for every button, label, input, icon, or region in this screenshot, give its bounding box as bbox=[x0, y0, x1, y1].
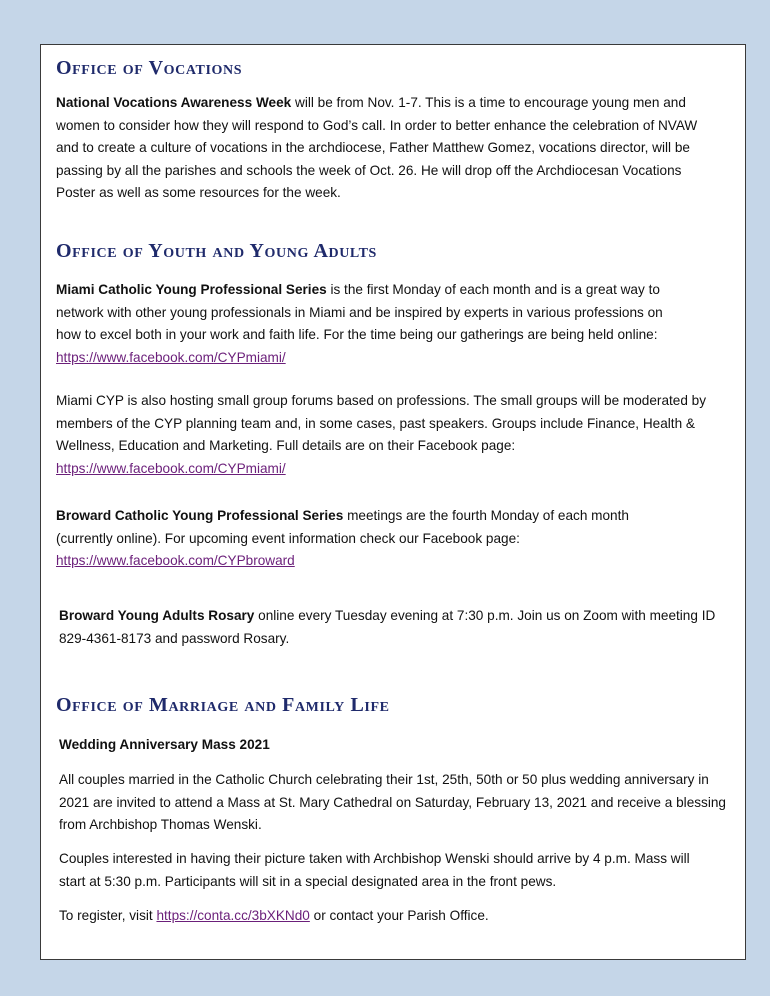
broward-series-text: meetings are the fourth Monday of each month (currently online). For upcoming event information check our Facebook page: bbox=[56, 508, 629, 546]
miami-series-paragraph bbox=[56, 279, 684, 369]
miami-facebook-link[interactable]: https://www.facebook.com/CYPmiami/ bbox=[56, 349, 286, 365]
rosary-paragraph bbox=[59, 605, 719, 650]
broward-series-paragraph bbox=[56, 505, 636, 573]
rosary-text: online every Tuesday evening at 7:30 p.m. Join us on Zoom with meeting ID 829-4361-8173 and password Rosary. bbox=[59, 608, 716, 646]
anniversary-paragraph: All couples married in the Catholic Church celebrating their 1st, 25th, 50th or 50 plus wedding anniversary in 2021 are invited to attend a Mass at St. Mary Cathedral on Saturday, February 13, 2021 and receive a blessing from Archbishop Thomas Wenski. bbox=[59, 772, 726, 832]
register-paragraph bbox=[59, 905, 719, 928]
rosary-title: Broward Young Adults Rosary bbox=[59, 608, 255, 623]
miami-series-title: Miami Catholic Young Professional Series bbox=[56, 282, 327, 297]
nvaw-text: will be from Nov. 1-7. This is a time to encourage young men and women to consider how they will respond to God’s call. In order to better enhance the celebration of NVAW and to create a culture of vocations in the archdiocese, Father Matthew Gomez, vocations director, will be passing by all the parishes and schools the week of Oct. 26. He will drop off the Archdiocesan Vocations Poster as well as some resources for the week. bbox=[56, 95, 698, 200]
register-text-after: or contact your Parish Office. bbox=[309, 908, 489, 923]
broward-facebook-link[interactable]: https://www.facebook.com/CYPbroward bbox=[56, 553, 295, 568]
miami-forums-paragraph bbox=[56, 390, 716, 480]
broward-series-title: Broward Catholic Young Professional Series bbox=[56, 508, 344, 523]
nvaw-paragraph bbox=[56, 92, 716, 205]
miami-forums-facebook-link[interactable]: https://www.facebook.com/CYPmiami/ bbox=[56, 460, 286, 476]
anniversary-subheading: Wedding Anniversary Mass 2021 bbox=[59, 737, 270, 752]
bulletin-page bbox=[40, 44, 746, 960]
miami-forums-text: Miami CYP is also hosting small group forums based on professions. The small groups will be moderated by members of the CYP planning team and, in some cases, past speakers. Groups include Finance, Health & Wellness, Education and Marketing. Full details are on their Facebook page: bbox=[56, 393, 707, 453]
nvaw-title: National Vocations Awareness Week bbox=[56, 95, 292, 110]
register-text-before: To register, visit bbox=[59, 908, 157, 923]
youth-heading: Office of Youth and Young Adults bbox=[56, 240, 377, 262]
miami-series-text: is the first Monday of each month and is a great way to network with other young professionals in Miami and be inspired by experts in various professions on how to excel both in your work and faith life. For the time being our gatherings are being held online: bbox=[56, 282, 663, 342]
marriage-heading: Office of Marriage and Family Life bbox=[56, 694, 390, 716]
vocations-heading: Office of Vocations bbox=[56, 57, 243, 79]
register-link[interactable]: https://conta.cc/3bXKNd0 bbox=[156, 908, 310, 923]
photo-paragraph: Couples interested in having their picture taken with Archbishop Wenski should arrive by 4 p.m. Mass will start at 5:30 p.m. Participants will sit in a special designated area in the front pews. bbox=[59, 851, 690, 889]
